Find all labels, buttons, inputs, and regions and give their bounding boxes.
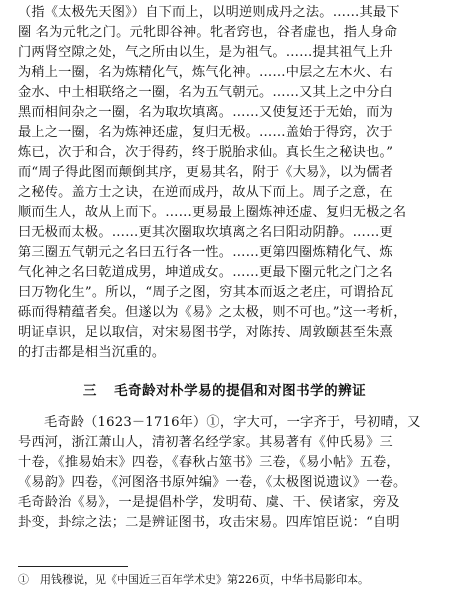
footnote: ① 用钱穆说，见《中国近三百年学术史》第226页，中华书局影印本。 <box>18 573 369 586</box>
text-line: 明证卓识，足以取信，对宋易图书学，对陈抟、周敦颐甚至朱熹 <box>18 325 393 340</box>
text-line: 气化神之名曰乾道成男，坤道成女。……更最下圈元牝之门之名 <box>18 265 393 280</box>
text-line: 之秘传。盖方士之诀，在逆而成丹，故从下而上。周子之意，在 <box>18 185 393 200</box>
text-line: 曰无极而太极。……更其次圈取坎填离之名曰阳动阴静。……更 <box>18 225 393 240</box>
text-line: 砾而得精蕴者矣。但遂以为《易》之太极，则不可也。”这一考析， <box>18 305 407 320</box>
section-number: 三 <box>82 383 97 399</box>
text-line: 黑而相间杂之一圈，名为取坎填离。……又使复还于无始，而为 <box>18 105 393 120</box>
text-line: 卦变，卦综之法；二是辨证图书，攻击宋易。四库馆臣说：“自明 <box>18 515 400 530</box>
text-line: 《易韵》四卷，《河图洛书原舛编》一卷，《太极图说遗议》一卷。 <box>18 475 407 490</box>
footnote-divider <box>18 566 128 567</box>
text-line: 的打击都是相当沉重的。 <box>18 345 166 360</box>
text-line: 十卷，《推易始末》四卷，《春秋占筮书》三卷，《易小帖》五卷， <box>18 455 400 470</box>
text-line: 第三圈五气朝元之名曰五行各一性。……更第四圈炼精化气、炼 <box>18 245 393 260</box>
text-line: 毛奇龄（1623－1716年）①，字大可，一字齐于，号初晴，又 <box>44 415 421 430</box>
text-line: 号西河，浙江萧山人，清初著名经学家。其易著有《仲氏易》三 <box>18 435 393 450</box>
text-line: （指《太极先天图》）自下而上，以明逆则成丹之法。……其最下 <box>18 5 400 20</box>
text-line: 顺而生人，故从上而下。……更易最上圈炼神还虚、复归无极之名 <box>18 205 407 220</box>
text-line: 毛奇龄治《易》，一是提倡朴学，发明荀、虞、干、侯诸家，旁及 <box>18 495 400 510</box>
text-line: 曰万物化生”。所以，“周子之图，穷其本而返之老庄，可谓拾瓦 <box>18 285 394 300</box>
text-line: 圈 名为元牝之门。元牝即谷神。牝者窍也，谷者虚也，指人身命 <box>18 25 398 40</box>
text-line: 最上之一圈，名为炼神还虚，复归无极。……盖始于得窍，次于 <box>18 125 393 140</box>
section-heading <box>0 379 449 399</box>
text-line: 而“周子得此图而颠倒其序，更易其名，附于《大易》，以为儒者 <box>18 165 394 180</box>
section-title: 毛奇龄对朴学易的提倡和对图书学的辨证 <box>114 383 367 399</box>
text-line: 门两肾空隙之处，气之所由以生，是为祖气。……提其祖气上升 <box>18 45 393 60</box>
text-line: 金水、中土相联络之一圈，名为五气朝元。……又其上之中分白 <box>18 85 393 100</box>
text-line: 炼已，次于和合，次于得药，终于脱胎求仙。真长生之秘诀也。” <box>18 145 394 160</box>
text-line: 为稍上一圈，名为炼精化气，炼气化神。……中层之左木火、右 <box>18 65 393 80</box>
